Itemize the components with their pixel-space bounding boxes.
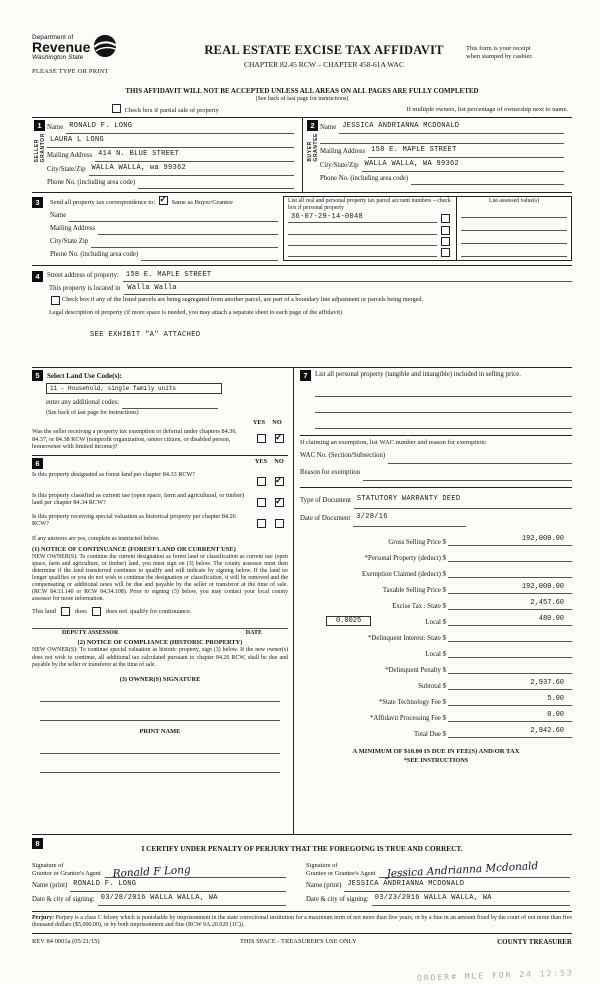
reason-field[interactable] bbox=[363, 471, 572, 481]
deputy-assessor-signature-line[interactable] bbox=[32, 616, 288, 629]
located-in-label: This property is located in bbox=[49, 285, 121, 292]
parcel-row bbox=[288, 223, 452, 234]
land-use-title: Select Land Use Code(s): bbox=[47, 371, 122, 380]
grantor-signature-block bbox=[32, 859, 302, 906]
dept-of-label: Department of bbox=[32, 34, 74, 41]
notice-continuance-text: NEW OWNER(S): To continue the current designation as forest land or classification as current use (open space, farm and agriculture, or timber) land, you must sign on (3) below. The county assessor must then determine if the land transferred continues to qualify and will indicate by signing below. If the land no longer qualifies or you do not wish to continue the designation or classification, it will be removed and the compensating or additional taxes will be due and payable by the seller or transferor at the time of sale. (RCW 84.33.140 or RCW 84.34.108). Prior to signing (3) below, you may contact your local county assessor for more information. bbox=[32, 553, 288, 603]
corr-city-field[interactable] bbox=[91, 238, 278, 248]
assessed-value-field[interactable] bbox=[461, 208, 567, 218]
seller-address-label: Mailing Address bbox=[47, 152, 93, 159]
please-type-label: PLEASE TYPE OR PRINT bbox=[32, 68, 109, 75]
grantor-sig-label-1: Signature of bbox=[32, 862, 64, 869]
does-checkbox[interactable] bbox=[61, 607, 70, 616]
reason-label: Reason for exemption bbox=[300, 469, 361, 476]
personal-property-checkbox-3[interactable] bbox=[441, 237, 450, 246]
exemption-claimed-field[interactable] bbox=[448, 567, 572, 578]
if-yes-note: If any answers are yes, complete as instructed below. bbox=[32, 535, 160, 542]
grantee-sig-label-2: Grantee or Grantee's Agent bbox=[306, 870, 376, 877]
washington-state-label: Washington State bbox=[32, 54, 84, 61]
see-back-note-2: (See back of last page for instructions) bbox=[46, 410, 139, 416]
perjury-notice bbox=[32, 911, 572, 934]
owners-signature-title: (3) OWNER(S) SIGNATURE bbox=[119, 675, 201, 683]
section-1-badge: 1 bbox=[34, 120, 45, 131]
deferral-yes-checkbox[interactable] bbox=[257, 434, 266, 443]
send-correspondence-label: Send all property tax correspondence to: bbox=[50, 199, 156, 206]
section-8-badge: 8 bbox=[32, 838, 43, 849]
taxable-selling-price-field[interactable]: 192,000.00 bbox=[448, 583, 572, 594]
delinquent-penalty-field[interactable] bbox=[448, 663, 572, 674]
current-use-yes-checkbox[interactable] bbox=[257, 498, 266, 507]
does-not-label: does not bbox=[105, 608, 128, 616]
yes-header: YES bbox=[252, 419, 266, 426]
legal-description-label: Legal description of property (if more space is needed, you may attach a separate sheet to each page of the affidavit) bbox=[49, 309, 343, 316]
see-instructions-note: *SEE INSTRUCTIONS bbox=[403, 757, 469, 764]
buyer-address-field[interactable]: 158 E. MAPLE STREET bbox=[368, 144, 564, 158]
print-name-line-1[interactable] bbox=[40, 739, 280, 754]
grantee-signature: Jessica Andrianna Mcdonald bbox=[386, 860, 539, 880]
grantee-side-label: GRANTEE bbox=[312, 133, 319, 162]
grantor-date-city-field[interactable]: 03/28/2016 WALLA WALLA, WA bbox=[98, 892, 286, 906]
grantee-date-city-field[interactable]: 03/23/2016 WALLA WALLA, WA bbox=[372, 892, 570, 906]
no-header: NO bbox=[274, 457, 284, 465]
assessed-header: List assessed value(s) bbox=[488, 198, 540, 204]
buyer-name-label: Name bbox=[320, 124, 337, 131]
does-not-checkbox[interactable] bbox=[92, 607, 101, 616]
grantee-sig-label-1: Signature of bbox=[306, 862, 338, 869]
date-of-document-field[interactable]: 3/28/16 bbox=[353, 509, 465, 527]
assessed-value-field[interactable] bbox=[461, 234, 567, 244]
receipt-note: This form is your receipt when stamped by cashier. bbox=[466, 45, 533, 60]
buyer-name-field[interactable]: JESSICA ANDRIANNA MCDONALD bbox=[339, 120, 564, 134]
yes-header: YES bbox=[254, 457, 268, 465]
parcel-row bbox=[288, 212, 452, 223]
date-label: DATE bbox=[245, 630, 262, 637]
additional-codes-field[interactable] bbox=[122, 399, 218, 409]
personal-property-intro: List all personal property (tangible and intangible) included in selling price. bbox=[315, 371, 521, 378]
parcel-number-field[interactable] bbox=[288, 247, 437, 257]
local-rate-box: 0.0025 bbox=[326, 616, 371, 626]
section-3-badge: 3 bbox=[32, 197, 43, 208]
delinquent-interest-state-field[interactable] bbox=[448, 631, 572, 642]
type-of-document-label: Type of Document bbox=[300, 497, 351, 504]
land-use-code-field[interactable]: 11 - Household, single family units bbox=[46, 383, 222, 394]
buyer-city-field[interactable]: WALLA WALLA, WA 99362 bbox=[362, 158, 564, 172]
certification-section bbox=[32, 834, 572, 908]
correspondence-section bbox=[32, 192, 572, 265]
section-2-badge: 2 bbox=[307, 120, 318, 131]
seller-phone-label: Phone No. (including area code) bbox=[47, 179, 136, 186]
type-of-document-field[interactable]: STATUTORY WARRANTY DEED bbox=[354, 491, 572, 509]
assessed-value-field[interactable] bbox=[461, 247, 567, 257]
property-address-section bbox=[32, 265, 572, 367]
personal-property-line-3[interactable] bbox=[315, 413, 572, 429]
seller-name2-field[interactable]: LAURA L LONG bbox=[47, 134, 294, 148]
grantee-signature-block bbox=[302, 859, 572, 906]
current-use-question: Is this property classified as current use (open space, farm and agricultural, or timber) land per chapter 84.34 RCW? bbox=[32, 491, 245, 507]
corr-address-field[interactable] bbox=[98, 225, 278, 235]
corr-name-label: Name bbox=[50, 212, 67, 219]
street-address-label: Street address of property: bbox=[47, 272, 119, 279]
grantor-sig-label-2: Grantor or Grantor's Agent bbox=[32, 870, 101, 877]
affidavit-processing-fee-field[interactable]: 0.00 bbox=[448, 711, 572, 722]
grantor-name-print-field[interactable]: RONALD F. LONG bbox=[70, 878, 286, 892]
assessed-value-field[interactable] bbox=[461, 221, 567, 231]
notice-continuance-title: (1) NOTICE OF CONTINUANCE (FOREST LAND OR CURRENT USE) bbox=[32, 545, 236, 553]
historic-question: Is this property receiving special valuation as historical property per chapter 84.26 RCW? bbox=[32, 512, 236, 528]
notice-compliance-text: NEW OWNER(S): To continue special valuation as historic property, sign (3) below. If the new owner(s) does not wish to continue, all additional tax calculated pursuant to chapter 84.26 RCW, shall be due and payable by the seller or transferor at the time of sale. bbox=[32, 647, 288, 668]
gross-selling-price-field[interactable]: 192,000.00 bbox=[448, 535, 572, 546]
same-as-buyer-label: Same as Buyer/Grantee bbox=[171, 199, 233, 206]
state-technology-fee-field[interactable]: 5.00 bbox=[448, 695, 572, 706]
additional-codes-label: enter any additional codes: bbox=[46, 399, 120, 406]
seller-city-label: City/State/Zip bbox=[47, 166, 86, 173]
excise-tax-table: Gross Selling Price $ 192,000.00 *Personal Property (deduct) $ Exemption Claimed (deduct) $ Taxable Selling Price $ 192,000.00 Excise Tax : State $ 2,457.60 0.0025 Local $ 480.00 *Delinquent Interest: State $ Local $ *Delinquent Penalty $ Subtotal $ 2,937.60 *State Technology Fee $ 5.00 *Affidavit Processing Fee $ 0.00 Total Due $ 2,942.60 bbox=[300, 530, 572, 738]
buyer-name2-field[interactable] bbox=[320, 134, 564, 144]
qualify-label: qualify for continuance. bbox=[130, 608, 192, 616]
historic-yes-checkbox[interactable] bbox=[257, 519, 266, 528]
classification-section bbox=[32, 455, 288, 830]
corr-address-label: Mailing Address bbox=[50, 225, 96, 232]
parcel-table bbox=[283, 196, 572, 261]
no-header: NO bbox=[272, 419, 282, 426]
segregated-checkbox[interactable] bbox=[51, 296, 60, 305]
seller-city-field[interactable]: WALLA WALLA, wa 99362 bbox=[89, 162, 294, 176]
revenue-logo-icon bbox=[93, 34, 117, 63]
personal-property-line-1[interactable] bbox=[315, 381, 572, 397]
tax-computation-section bbox=[294, 368, 572, 834]
buyer-address-label: Mailing Address bbox=[320, 148, 366, 155]
grantee-name-print-field[interactable]: JESSICA ANDRIANNA MCDONALD bbox=[344, 878, 570, 892]
chapter-label: CHAPTER 82.45 RCW – CHAPTER 458-61A WAC bbox=[244, 60, 404, 69]
section-7-badge: 7 bbox=[300, 370, 311, 381]
parcel-row bbox=[288, 246, 452, 257]
see-back-note: (See back of last page for instructions) bbox=[255, 96, 349, 102]
excise-tax-state-field[interactable]: 2,457.60 bbox=[448, 599, 572, 610]
corr-phone-label: Phone No. (including area code) bbox=[50, 251, 139, 258]
same-as-buyer-checkbox[interactable] bbox=[159, 196, 168, 205]
deferral-no-checkbox[interactable] bbox=[275, 434, 284, 443]
total-due-field[interactable]: 2,942.60 bbox=[448, 727, 572, 738]
revenue-label: Revenue bbox=[32, 39, 91, 55]
seller-name-label: Name bbox=[47, 124, 64, 131]
minimum-due-note: A MINIMUM OF $10.00 IS DUE IN FEE(S) AND/OR TAX bbox=[352, 748, 520, 755]
agency-logo-block bbox=[32, 34, 182, 75]
main-columns bbox=[32, 367, 572, 834]
seller-side-label: SELLER bbox=[33, 139, 40, 163]
parties-row bbox=[32, 117, 572, 192]
parcel-row bbox=[288, 235, 452, 246]
forest-no-checkbox[interactable] bbox=[275, 477, 284, 486]
certify-statement: I CERTIFY UNDER PENALTY OF PERJURY THAT THE FOREGOING IS TRUE AND CORRECT. bbox=[141, 844, 463, 853]
corr-phone-field[interactable] bbox=[141, 251, 278, 261]
buyer-phone-label: Phone No. (including area code) bbox=[320, 175, 409, 182]
grantor-side-label: GRANTOR bbox=[39, 133, 46, 163]
located-in-field[interactable]: Walla Walla bbox=[124, 282, 300, 295]
footer bbox=[32, 934, 572, 946]
forest-yes-checkbox[interactable] bbox=[257, 477, 266, 486]
personal-property-checkbox-4[interactable] bbox=[441, 248, 450, 257]
owner-signature-line-2[interactable] bbox=[40, 706, 280, 721]
print-name-line-2[interactable] bbox=[40, 758, 280, 773]
current-use-no-checkbox[interactable] bbox=[275, 498, 284, 507]
parcel-number-field[interactable]: 36-07-29-14-0048 bbox=[288, 213, 437, 223]
buyer-city-label: City/State/Zip bbox=[320, 162, 359, 169]
excise-tax-local-field[interactable]: 480.00 bbox=[448, 615, 572, 626]
parcel-header: List all real and personal property tax parcel account numbers – check box if personal property bbox=[288, 198, 451, 211]
historic-no-checkbox[interactable] bbox=[275, 519, 284, 528]
perjury-lead: Perjury: bbox=[32, 915, 54, 921]
header bbox=[32, 34, 572, 86]
parcel-number-field[interactable] bbox=[288, 236, 437, 246]
segregated-label: Check box if any of the listed parcels are being segregated from another parcel, are part of a boundary line adjustment or parcels being merged. bbox=[62, 296, 424, 303]
grantee-name-print-label: Name (print) bbox=[306, 882, 342, 889]
owner-signature-line-1[interactable] bbox=[40, 687, 280, 702]
corr-name-field[interactable] bbox=[69, 212, 278, 222]
section-4-badge: 4 bbox=[32, 271, 43, 282]
deferral-question: Was the seller receiving a property tax exemption or deferral under chapters 84.36, 84.37, or 84.38 RCW (nonprofit organization, senior citizen, or disabled person, homeowner with limited income)? bbox=[32, 428, 237, 451]
cashier-stamp: ORDER# MLE FOR 24 12:53 bbox=[417, 968, 575, 983]
exemption-intro: If claiming an exemption, list WAC number and reason for exemption: bbox=[300, 439, 487, 446]
form-title: REAL ESTATE EXCISE TAX AFFIDAVIT bbox=[204, 43, 444, 57]
partial-sale-checkbox[interactable] bbox=[112, 104, 121, 113]
treasurer-space-label: THIS SPACE - TREASURER'S USE ONLY bbox=[240, 938, 357, 946]
wac-field[interactable] bbox=[388, 454, 572, 464]
buyer-phone-field[interactable] bbox=[411, 175, 564, 185]
partial-sale-label: Check box if partial sale of property bbox=[124, 107, 219, 114]
buyer-section bbox=[302, 118, 572, 192]
buyer-side-label: BUYER bbox=[306, 141, 313, 162]
personal-property-checkbox-1[interactable] bbox=[441, 214, 450, 223]
seller-address-field[interactable]: 414 N. BLUE STREET bbox=[95, 148, 294, 162]
personal-property-deduct-field[interactable] bbox=[448, 551, 572, 562]
seller-name-field[interactable]: RONALD F. LONG bbox=[66, 120, 294, 134]
grantor-signature: Ronald F Long bbox=[112, 863, 191, 880]
form-revision-number: REV 84 0001a (05/21/15) bbox=[32, 938, 100, 946]
parcel-number-field[interactable] bbox=[288, 225, 437, 235]
grantor-signature-line[interactable] bbox=[105, 859, 286, 878]
grantee-signature-line[interactable] bbox=[379, 859, 570, 878]
land-use-section bbox=[32, 370, 288, 451]
notice-compliance-title: (2) NOTICE OF COMPLIANCE (HISTORIC PROPERTY) bbox=[77, 639, 243, 647]
seller-phone-field[interactable] bbox=[138, 179, 294, 189]
wac-label: WAC No. (Section/Subsection) bbox=[300, 452, 386, 459]
section-6-badge: 6 bbox=[32, 458, 43, 469]
grantee-date-city-label: Date & city of signing: bbox=[306, 896, 369, 903]
forest-land-question: Is this property designated as forest land per chapter 84.33 RCW? bbox=[32, 470, 196, 478]
personal-property-checkbox-2[interactable] bbox=[441, 226, 450, 235]
county-treasurer-label: COUNTY TREASURER bbox=[497, 937, 572, 946]
perjury-text: Perjury is a class C felony which is punishable by imprisonment in the state correctional institution for a maximum term of not more than five years, or by a fine in an amount fixed by the court of not more than five thousand dollars ($5,000.00), or by both imprisonment and fine (RCW 9A.20.020 (1C)). bbox=[32, 915, 572, 929]
does-label: does bbox=[74, 608, 87, 616]
multiple-owners-note: If multiple owners, list percentage of ownership next to name. bbox=[406, 105, 568, 113]
grantor-name-print-label: Name (print) bbox=[32, 882, 68, 889]
legal-description-value[interactable]: SEE EXHIBIT "A" ATTACHED bbox=[90, 331, 201, 339]
partial-sale-row bbox=[32, 102, 572, 116]
seller-section bbox=[32, 118, 302, 192]
subtotal-field[interactable]: 2,937.60 bbox=[448, 679, 572, 690]
print-name-title: PRINT NAME bbox=[139, 727, 181, 735]
street-address-field[interactable]: 158 E. MAPLE STREET bbox=[123, 269, 572, 282]
delinquent-interest-local-field[interactable] bbox=[448, 647, 572, 658]
corr-city-label: City/State Zip bbox=[50, 238, 89, 245]
completion-warning: THIS AFFIDAVIT WILL NOT BE ACCEPTED UNLESS ALL AREAS ON ALL PAGES ARE FULLY COMPLETED bbox=[125, 87, 479, 95]
personal-property-line-2[interactable] bbox=[315, 397, 572, 413]
grantor-date-city-label: Date & city of signing: bbox=[32, 896, 95, 903]
deputy-assessor-label: DEPUTY ASSESSOR bbox=[62, 630, 119, 637]
this-land-label: This land bbox=[32, 608, 56, 616]
section-5-badge: 5 bbox=[32, 370, 43, 381]
date-of-document-label: Date of Document bbox=[300, 515, 351, 522]
